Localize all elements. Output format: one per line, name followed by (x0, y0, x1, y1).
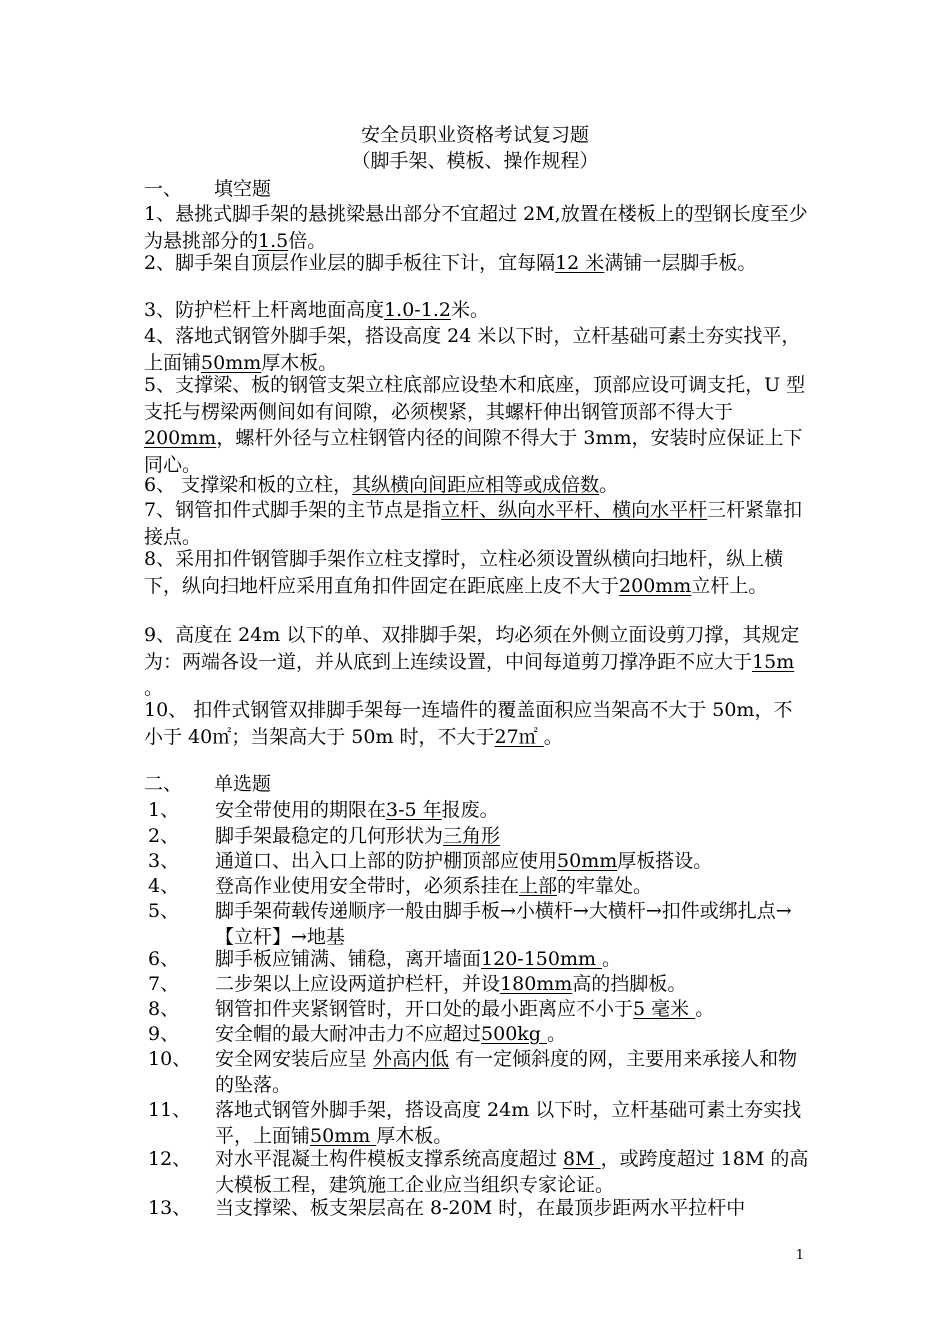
answer-blank: 1.5 (258, 229, 289, 252)
fill-question: 7、钢管扣件式脚手架的主节点是指立杆、纵向水平杆、横向水平杆三杆紧靠扣接点。 (144, 499, 803, 548)
fill-question: 3、防护栏杆上杆离地面高度1.0-1.2米。 (144, 299, 489, 321)
question-number: 4、 (148, 875, 180, 897)
section-heading-single (144, 771, 271, 797)
fill-question: 9、高度在 24m 以下的单、双排脚手架，均必须在外侧立面设剪刀撑，其规定为：两端各设一道，并从底到上连续设置，中间每道剪刀撑净距不应大于15m 。 (144, 624, 800, 699)
answer-blank: 120-150mm (481, 948, 603, 970)
fill-question: 1、悬挑式脚手架的悬挑梁悬出部分不宜超过 2M,放置在楼板上的型钢长度至少为悬挑部分的1.5倍。 (144, 203, 808, 252)
choice-question: 7、 二步架以上应设两道护栏杆，并设180mm高的挡脚板。 (148, 973, 687, 995)
answer-blank: 其纵横向间距应相等或成倍数 (352, 474, 600, 496)
choice-question: 4、 登高作业使用安全带时，必须系挂在上部的牢靠处。 (148, 875, 653, 897)
answer-blank: 27㎡ (494, 725, 544, 748)
fill-question: 4、落地式钢管外脚手架，搭设高度 24 米以下时，立杆基础可素土夯实找平，上面铺50mm厚木板。 (144, 325, 801, 374)
answer-blank: 8M (563, 1148, 601, 1170)
question-number: 7、 (148, 973, 180, 995)
answer-blank: 外高内低 (373, 1048, 450, 1070)
choice-question: 12、 对水平混凝土构件模板支撑系统高度超过 8M ，或跨度超过 18M 的高大模板工程，建筑施工企业应当组织专家论证。 (148, 1148, 809, 1196)
answer-blank: 50mm (310, 1125, 377, 1147)
answer-blank: 200mm (619, 574, 692, 597)
fill-question: 8、采用扣件钢管脚手架作立柱支撑时，立柱必须设置纵横向扫地杆，纵上横下，纵向扫地杆应采用直角扣件固定在距底座上皮不大于200mm立杆上。 (144, 548, 784, 597)
page-title: 安全员职业资格考试复习题 (360, 124, 589, 146)
question-number: 2、 (148, 825, 180, 847)
choice-question: 6、 脚手板应铺满、铺稳，离开墙面120-150mm 。 (148, 948, 622, 970)
section-number: 一、 (144, 178, 183, 200)
answer-blank: 12 米 (555, 252, 605, 274)
answer-blank: 180mm (500, 973, 573, 995)
choice-question: 1、 安全带使用的期限在3-5 年报废。 (148, 799, 499, 821)
section-label: 单选题 (214, 773, 272, 795)
answer-blank: 3-5 年 (386, 799, 442, 821)
section-number: 二、 (144, 773, 183, 795)
answer-blank: 200mm (144, 427, 217, 449)
answer-blank: 500kg (481, 1023, 547, 1045)
question-number: 12、 (148, 1148, 192, 1170)
choice-question: 2、 脚手架最稳定的几何形状为三角形 (148, 825, 501, 847)
choice-question: 9、 安全帽的最大耐冲击力不应超过500kg 。 (148, 1023, 567, 1045)
section-label: 填空题 (214, 178, 272, 200)
question-number: 13、 (148, 1197, 192, 1219)
answer-blank: 立杆、纵向水平杆、横向水平杆 (441, 499, 708, 521)
question-number: 6、 (148, 948, 180, 970)
question-number: 1、 (148, 799, 180, 821)
answer-blank: 1.0-1.2 (384, 299, 451, 321)
fill-question: 10、 扣件式钢管双排脚手架每一连墙件的覆盖面积应当架高不大于 50m，不小于 40㎡；当架高大于 50m 时，不大于27㎡ 。 (144, 699, 793, 748)
answer-blank: 50mm (201, 351, 262, 374)
page-number: 1 (795, 1248, 804, 1263)
choice-question: 8、 钢管扣件夹紧钢管时，开口处的最小距离应不小于5 毫米 。 (148, 998, 715, 1020)
question-number: 5、 (148, 900, 180, 922)
question-number: 8、 (148, 998, 180, 1020)
question-number: 9、 (148, 1023, 180, 1045)
fill-question: 5、支撑梁、板的钢管支架立柱底部应设垫木和底座，顶部应设可调支托，U 型支托与楞梁两侧间如有间隙，必须楔紧，其螺杆伸出钢管顶部不得大于200mm，螺杆外径与立柱钢管内径的间隙不得大于 3mm，安装时应保证上下同心。 (144, 374, 806, 476)
answer-blank: 三角形 (443, 825, 501, 847)
section-heading-fill (144, 176, 271, 202)
answer-blank: 15m (752, 650, 795, 673)
choice-question: 13、 当支撑梁、板支架层高在 8-20M 时，在最顶步距两水平拉杆中 (148, 1197, 746, 1219)
choice-question: 5、 脚手架荷载传递顺序一般由脚手板→小横杆→大横杆→扣件或绑扎点→【立杆】→地基 (148, 900, 792, 948)
question-number: 3、 (148, 850, 180, 872)
answer-blank: 上部 (519, 875, 558, 897)
question-number: 10、 (148, 1048, 192, 1070)
choice-question: 3、 通道口、出入口上部的防护棚顶部应使用50mm厚板搭设。 (148, 850, 713, 872)
answer-blank: 50mm (557, 850, 618, 872)
fill-question: 6、 支撑梁和板的立柱，其纵横向间距应相等或成倍数。 (144, 474, 619, 496)
answer-blank: 5 毫米 (633, 998, 696, 1020)
page-subtitle: （脚手架、模板、操作规程） (351, 150, 599, 172)
choice-question: 11、 落地式钢管外脚手架，搭设高度 24m 以下时，立杆基础可素土夯实找平，上面铺50mm 厚木板。 (148, 1099, 802, 1147)
choice-question: 10、 安全网安装后应呈 外高内低 有一定倾斜度的网，主要用来承接人和物的坠落。 (148, 1048, 798, 1096)
fill-question: 2、脚手架自顶层作业层的脚手板往下计，宜每隔12 米满铺一层脚手板。 (144, 252, 757, 274)
question-number: 11、 (148, 1099, 192, 1121)
